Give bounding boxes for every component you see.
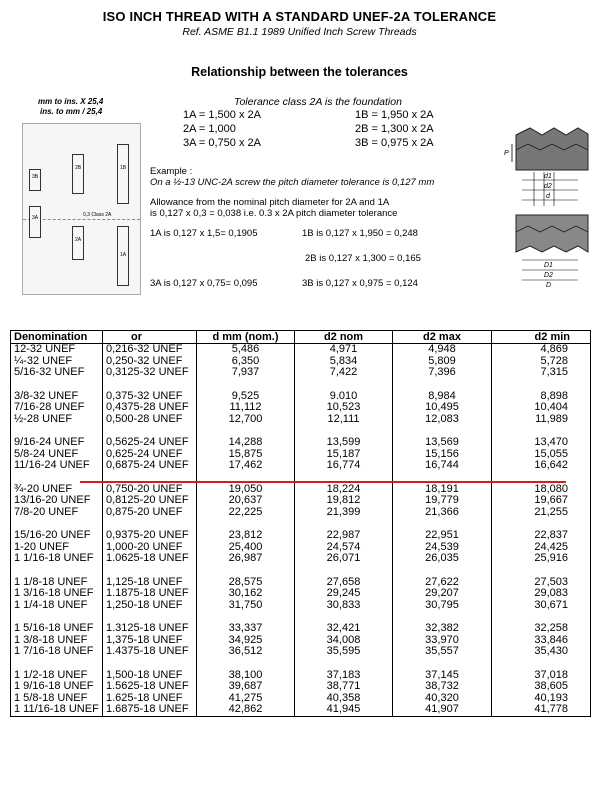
table-row xyxy=(11,414,591,426)
table-row xyxy=(11,507,591,519)
cell-d2-min: 24,425 xyxy=(492,542,591,554)
cell-denomination: 1 1/2-18 UNEF xyxy=(11,670,103,682)
cell-d2-nom: 30,833 xyxy=(295,600,393,612)
zone-2a: 2A xyxy=(72,226,84,260)
cell-d-nom: 25,400 xyxy=(197,542,295,554)
cell-d2-nom: 35,595 xyxy=(295,646,393,658)
D2-symbol: D2 xyxy=(544,272,553,279)
thread-profile-drawing xyxy=(498,120,594,290)
header-denomination: Denomination xyxy=(11,331,103,344)
cell-d-nom: 14,288 xyxy=(197,437,295,449)
cell-denomination: 1 1/16-18 UNEF xyxy=(11,553,103,565)
calc-3a: 3A is 0,127 x 0,75= 0,095 xyxy=(150,278,258,289)
allowance-line-2: is 0,127 x 0,3 = 0,038 i.e. 0.3 x 2A pitch diameter tolerance xyxy=(150,208,398,219)
tol-2a: 2A = 1,000 xyxy=(183,123,236,135)
table-row xyxy=(11,600,591,612)
table-row xyxy=(11,542,591,554)
cell-d-nom: 34,925 xyxy=(197,635,295,647)
cell-d2-min: 4,869 xyxy=(492,344,591,356)
unit-conversion-note xyxy=(38,97,103,117)
cell-or: 0,3125-32 UNEF xyxy=(103,367,197,379)
cell-d2-min: 37,018 xyxy=(492,670,591,682)
cell-d-nom: 11,112 xyxy=(197,402,295,414)
cell-d2-min: 21,255 xyxy=(492,507,591,519)
cell-denomination: 1-20 UNEF xyxy=(11,542,103,554)
table-row xyxy=(11,402,591,414)
cell-d-nom: 9,525 xyxy=(197,391,295,403)
thread-table-container xyxy=(10,330,590,717)
cell-d2-min: 10,404 xyxy=(492,402,591,414)
D1-symbol: D1 xyxy=(544,262,553,269)
cell-d-nom: 6,350 xyxy=(197,356,295,368)
cell-d2-nom: 18,224 xyxy=(295,484,393,496)
cell-d-nom: 22,225 xyxy=(197,507,295,519)
cell-d2-max: 10,495 xyxy=(393,402,492,414)
cell-denomination: 1 1/8-18 UNEF xyxy=(11,577,103,589)
cell-d2-max: 29,207 xyxy=(393,588,492,600)
cell-d2-nom: 41,945 xyxy=(295,704,393,716)
cell-d2-nom: 13,599 xyxy=(295,437,393,449)
cell-denomination: 5/16-32 UNEF xyxy=(11,367,103,379)
cell-denomination: 1 9/16-18 UNEF xyxy=(11,681,103,693)
cell-d-nom: 20,637 xyxy=(197,495,295,507)
cell-denomination: 1 5/16-18 UNEF xyxy=(11,623,103,635)
cell-d2-min: 15,055 xyxy=(492,449,591,461)
group-spacer xyxy=(11,518,591,530)
table-row xyxy=(11,449,591,461)
external-thread-shape xyxy=(516,128,588,170)
cell-d2-max: 7,396 xyxy=(393,367,492,379)
cell-denomination: ½-28 UNEF xyxy=(11,414,103,426)
tol-1b: 1B = 1,950 x 2A xyxy=(355,109,434,121)
table-row xyxy=(11,693,591,705)
cell-or: 1,500-18 UNEF xyxy=(103,670,197,682)
cell-d2-max: 41,907 xyxy=(393,704,492,716)
table-row xyxy=(11,356,591,368)
cell-denomination: 1 3/16-18 UNEF xyxy=(11,588,103,600)
cell-d2-min: 33,846 xyxy=(492,635,591,647)
cell-or: 0,500-28 UNEF xyxy=(103,414,197,426)
cell-d-nom: 5,486 xyxy=(197,344,295,356)
cell-d2-min: 11,989 xyxy=(492,414,591,426)
cell-denomination: 11/16-24 UNEF xyxy=(11,460,103,472)
example-label: Example : xyxy=(150,166,193,177)
cell-or: 1.1875-18 UNEF xyxy=(103,588,197,600)
cell-d-nom: 7,937 xyxy=(197,367,295,379)
calc-1b: 1B is 0,127 x 1,950 = 0,248 xyxy=(302,228,418,239)
table-row xyxy=(11,391,591,403)
cell-d2-min: 7,315 xyxy=(492,367,591,379)
cell-or: 0,4375-28 UNEF xyxy=(103,402,197,414)
cell-d-nom: 33,337 xyxy=(197,623,295,635)
cell-or: 0,216-32 UNEF xyxy=(103,344,197,356)
cell-d2-max: 35,557 xyxy=(393,646,492,658)
allowance-line-1: Allowance from the nominal pitch diameter for 2A and 1A xyxy=(150,197,390,208)
cell-or: 0,625-24 UNEF xyxy=(103,449,197,461)
table-row xyxy=(11,460,591,472)
cell-denomination: 1 11/16-18 UNEF xyxy=(11,704,103,716)
cell-d-nom: 19,050 xyxy=(197,484,295,496)
cell-d2-max: 15,156 xyxy=(393,449,492,461)
cell-d2-nom: 38,771 xyxy=(295,681,393,693)
cell-d2-nom: 10,523 xyxy=(295,402,393,414)
cell-d2-max: 24,539 xyxy=(393,542,492,554)
cell-denomination: 15/16-20 UNEF xyxy=(11,530,103,542)
cell-d2-nom: 19,812 xyxy=(295,495,393,507)
table-row xyxy=(11,530,591,542)
cell-d2-max: 30,795 xyxy=(393,600,492,612)
cell-d2-max: 18,191 xyxy=(393,484,492,496)
cell-d2-nom: 9.010 xyxy=(295,391,393,403)
header-d-nom: d mm (nom.) xyxy=(197,331,295,344)
cell-or: 1.6875-18 UNEF xyxy=(103,704,197,716)
cell-d2-nom: 21,399 xyxy=(295,507,393,519)
table-row xyxy=(11,553,591,565)
cell-or: 1.5625-18 UNEF xyxy=(103,681,197,693)
cell-d2-min: 18,080 xyxy=(492,484,591,496)
cell-d2-min: 40,193 xyxy=(492,693,591,705)
cell-denomination: 1 7/16-18 UNEF xyxy=(11,646,103,658)
cell-d2-min: 35,430 xyxy=(492,646,591,658)
group-spacer xyxy=(11,379,591,391)
cell-d2-nom: 40,358 xyxy=(295,693,393,705)
cell-d-nom: 38,100 xyxy=(197,670,295,682)
cell-d2-nom: 24,574 xyxy=(295,542,393,554)
zone-2b: 2B xyxy=(72,154,84,194)
zone-1a: 1A xyxy=(117,226,129,286)
cell-d2-min: 41,778 xyxy=(492,704,591,716)
conversion-mm-to-ins: mm to ins. X 25,4 xyxy=(38,97,104,106)
cell-or: 1,125-18 UNEF xyxy=(103,577,197,589)
cell-d2-nom: 12,111 xyxy=(295,414,393,426)
cell-or: 1.3125-18 UNEF xyxy=(103,623,197,635)
cell-d-nom: 23,812 xyxy=(197,530,295,542)
table-header-row xyxy=(11,331,591,344)
cell-denomination: 3/8-32 UNEF xyxy=(11,391,103,403)
cell-d2-max: 22,951 xyxy=(393,530,492,542)
group-spacer xyxy=(11,565,591,577)
cell-or: 1.625-18 UNEF xyxy=(103,693,197,705)
cell-d-nom: 41,275 xyxy=(197,693,295,705)
header-d2-nom: d2 nom xyxy=(295,331,393,344)
group-spacer xyxy=(11,611,591,623)
cell-d2-min: 25,916 xyxy=(492,553,591,565)
cell-d2-min: 38,605 xyxy=(492,681,591,693)
cell-d-nom: 42,862 xyxy=(197,704,295,716)
group-spacer xyxy=(11,658,591,670)
cell-d2-nom: 5,834 xyxy=(295,356,393,368)
table-row xyxy=(11,344,591,356)
pitch-symbol: P xyxy=(504,150,509,157)
cell-d2-max: 38,732 xyxy=(393,681,492,693)
allowance-label: 0,3 Class 2A xyxy=(83,212,112,218)
cell-denomination: 1 5/8-18 UNEF xyxy=(11,693,103,705)
tol-3a: 3A = 0,750 x 2A xyxy=(183,137,261,149)
cell-d2-nom: 37,183 xyxy=(295,670,393,682)
cell-d-nom: 15,875 xyxy=(197,449,295,461)
cell-denomination: 13/16-20 UNEF xyxy=(11,495,103,507)
tolerance-zone-diagram xyxy=(22,123,141,295)
cell-d-nom: 28,575 xyxy=(197,577,295,589)
cell-d2-nom: 34,008 xyxy=(295,635,393,647)
tol-2b: 2B = 1,300 x 2A xyxy=(355,123,434,135)
cell-or: 0,9375-20 UNEF xyxy=(103,530,197,542)
table-row xyxy=(11,704,591,716)
cell-or: 1,375-18 UNEF xyxy=(103,635,197,647)
page-title: ISO INCH THREAD WITH A STANDARD UNEF-2A TOLERANCE xyxy=(102,9,497,24)
example-text: On a ½-13 UNC-2A screw the pitch diameter tolerance is 0,127 mm xyxy=(150,177,435,188)
internal-thread-shape xyxy=(516,215,588,252)
cell-d2-max: 32,382 xyxy=(393,623,492,635)
cell-or: 1.0625-18 UNEF xyxy=(103,553,197,565)
header-or: or xyxy=(103,331,197,344)
cell-d2-max: 12,083 xyxy=(393,414,492,426)
cell-d-nom: 17,462 xyxy=(197,460,295,472)
cell-d2-min: 5,728 xyxy=(492,356,591,368)
foundation-note: Tolerance class 2A is the foundation xyxy=(234,96,402,108)
cell-or: 1,250-18 UNEF xyxy=(103,600,197,612)
cell-d2-min: 16,642 xyxy=(492,460,591,472)
cell-d2-max: 27,622 xyxy=(393,577,492,589)
cell-d2-max: 40,320 xyxy=(393,693,492,705)
thread-table xyxy=(10,330,591,717)
tol-3b: 3B = 0,975 x 2A xyxy=(355,137,434,149)
cell-d2-min: 32,258 xyxy=(492,623,591,635)
cell-denomination: ¾-20 UNEF xyxy=(11,484,103,496)
header-d2-min: d2 min xyxy=(492,331,591,344)
tol-1a: 1A = 1,500 x 2A xyxy=(183,109,261,121)
cell-or: 0,8125-20 UNEF xyxy=(103,495,197,507)
cell-d2-min: 29,083 xyxy=(492,588,591,600)
D-symbol: D xyxy=(546,282,552,289)
cell-d2-nom: 7,422 xyxy=(295,367,393,379)
calc-3b: 3B is 0,127 x 0,975 = 0,124 xyxy=(302,278,418,289)
reference-line: Ref. ASME B1.1 1989 Unified Inch Screw Threads xyxy=(182,26,417,38)
cell-d-nom: 31,750 xyxy=(197,600,295,612)
conversion-ins-to-mm: ins. to mm / 25,4 xyxy=(40,107,103,116)
cell-d2-nom: 29,245 xyxy=(295,588,393,600)
cell-d2-max: 26,035 xyxy=(393,553,492,565)
cell-d2-max: 37,145 xyxy=(393,670,492,682)
table-row xyxy=(11,588,591,600)
cell-d2-nom: 4,971 xyxy=(295,344,393,356)
section-heading: Relationship between the tolerances xyxy=(191,65,408,79)
d2-symbol: d2 xyxy=(544,183,552,190)
cell-or: 0,6875-24 UNEF xyxy=(103,460,197,472)
group-spacer xyxy=(11,425,591,437)
cell-d2-min: 27,503 xyxy=(492,577,591,589)
cell-denomination: 5/8-24 UNEF xyxy=(11,449,103,461)
calc-2b: 2B is 0,127 x 1,300 = 0,165 xyxy=(305,253,421,264)
d-symbol: d xyxy=(546,193,550,200)
cell-denomination: 1 1/4-18 UNEF xyxy=(11,600,103,612)
cell-denomination: 7/16-28 UNEF xyxy=(11,402,103,414)
cell-d2-min: 8,898 xyxy=(492,391,591,403)
cell-d-nom: 30,162 xyxy=(197,588,295,600)
d1-symbol: d1 xyxy=(544,173,552,180)
cell-d2-nom: 32,421 xyxy=(295,623,393,635)
cell-denomination: 12-32 UNEF xyxy=(11,344,103,356)
table-row xyxy=(11,577,591,589)
cell-denomination: 9/16-24 UNEF xyxy=(11,437,103,449)
cell-or: 0,750-20 UNEF xyxy=(103,484,197,496)
highlight-line xyxy=(80,481,566,483)
table-row xyxy=(11,635,591,647)
cell-or: 0,875-20 UNEF xyxy=(103,507,197,519)
cell-d2-min: 19,667 xyxy=(492,495,591,507)
cell-d2-max: 8,984 xyxy=(393,391,492,403)
cell-d2-max: 13,569 xyxy=(393,437,492,449)
table-body xyxy=(11,344,591,717)
table-row xyxy=(11,367,591,379)
cell-or: 0,375-32 UNEF xyxy=(103,391,197,403)
zone-3a: 3A xyxy=(29,206,41,238)
table-row xyxy=(11,623,591,635)
cell-d2-nom: 27,658 xyxy=(295,577,393,589)
table-row xyxy=(11,495,591,507)
zone-1b: 1B xyxy=(117,144,129,204)
cell-d-nom: 26,987 xyxy=(197,553,295,565)
cell-d2-max: 16,744 xyxy=(393,460,492,472)
zone-3b: 3B xyxy=(29,169,41,191)
cell-d-nom: 12,700 xyxy=(197,414,295,426)
cell-d2-nom: 22,987 xyxy=(295,530,393,542)
cell-d2-max: 4,948 xyxy=(393,344,492,356)
cell-denomination: 1 3/8-18 UNEF xyxy=(11,635,103,647)
cell-d2-max: 19,779 xyxy=(393,495,492,507)
table-row xyxy=(11,646,591,658)
calc-1a: 1A is 0,127 x 1,5= 0,1905 xyxy=(150,228,258,239)
cell-denomination: 7/8-20 UNEF xyxy=(11,507,103,519)
cell-d2-min: 30,671 xyxy=(492,600,591,612)
cell-d2-nom: 15,187 xyxy=(295,449,393,461)
table-row xyxy=(11,437,591,449)
cell-or: 0,5625-24 UNEF xyxy=(103,437,197,449)
cell-d-nom: 39,687 xyxy=(197,681,295,693)
table-row xyxy=(11,484,591,496)
cell-d2-max: 21,366 xyxy=(393,507,492,519)
cell-d2-max: 5,809 xyxy=(393,356,492,368)
cell-or: 1.4375-18 UNEF xyxy=(103,646,197,658)
header-d2-max: d2 max xyxy=(393,331,492,344)
table-row xyxy=(11,670,591,682)
cell-d2-min: 22,837 xyxy=(492,530,591,542)
cell-d2-min: 13,470 xyxy=(492,437,591,449)
cell-d2-nom: 26,071 xyxy=(295,553,393,565)
cell-or: 1,000-20 UNEF xyxy=(103,542,197,554)
cell-or: 0,250-32 UNEF xyxy=(103,356,197,368)
cell-d2-max: 33,970 xyxy=(393,635,492,647)
cell-denomination: ¼-32 UNEF xyxy=(11,356,103,368)
cell-d2-nom: 16,774 xyxy=(295,460,393,472)
table-row xyxy=(11,681,591,693)
cell-d-nom: 36,512 xyxy=(197,646,295,658)
